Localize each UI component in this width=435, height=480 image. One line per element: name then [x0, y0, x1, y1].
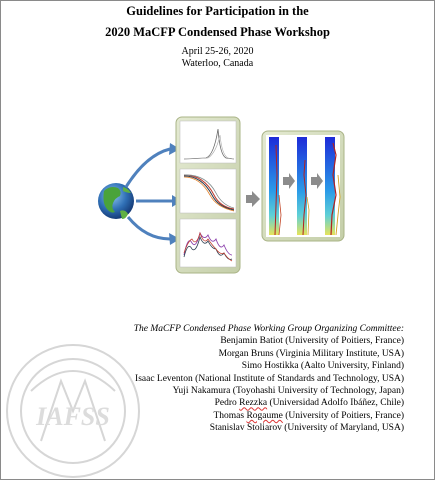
document-title-line-2: 2020 MaCFP Condensed Phase Workshop: [105, 25, 330, 39]
workshop-date: April 25-26, 2020: [181, 46, 254, 57]
document-title-line-1: Guidelines for Participation in the: [126, 4, 309, 18]
committee-member: Isaac Leventon (National Institute of Standards and Technology, USA): [135, 373, 404, 384]
committee-member: Yuji Nakamura (Toyohashi University of Technology, Japan): [172, 386, 404, 397]
workshop-location: Waterloo, Canada: [181, 58, 254, 69]
committee-list: [134, 323, 404, 435]
committee-heading: The MaCFP Condensed Phase Working Group Organizing Committee:: [133, 324, 404, 334]
workshop-figure: [96, 115, 346, 275]
noisy-curves-plot: [180, 219, 236, 267]
committee-member: Stanislav Stoliarov (University of Maryland, USA): [209, 423, 404, 434]
committee-member: Pedro Rezzka (Universidad Adolfo Ibáñez, Chile): [214, 398, 404, 409]
mass-loss-plot: [180, 121, 236, 163]
committee-member: Thomas Rogaume (University of Poitiers, France): [213, 410, 404, 421]
decay-curves-plot: [180, 169, 236, 213]
svg-text:IAFSS: IAFSS: [36, 402, 110, 431]
globe-icon: [98, 183, 134, 219]
flow-arrows: [126, 149, 172, 239]
committee-member: Simo Hostikka (Aalto University, Finland): [241, 361, 404, 372]
committee-member: Benjamin Batiot (University of Poitiers, France): [220, 336, 404, 347]
committee-member: Morgan Bruns (Virginia Military Institute, USA): [218, 348, 404, 359]
